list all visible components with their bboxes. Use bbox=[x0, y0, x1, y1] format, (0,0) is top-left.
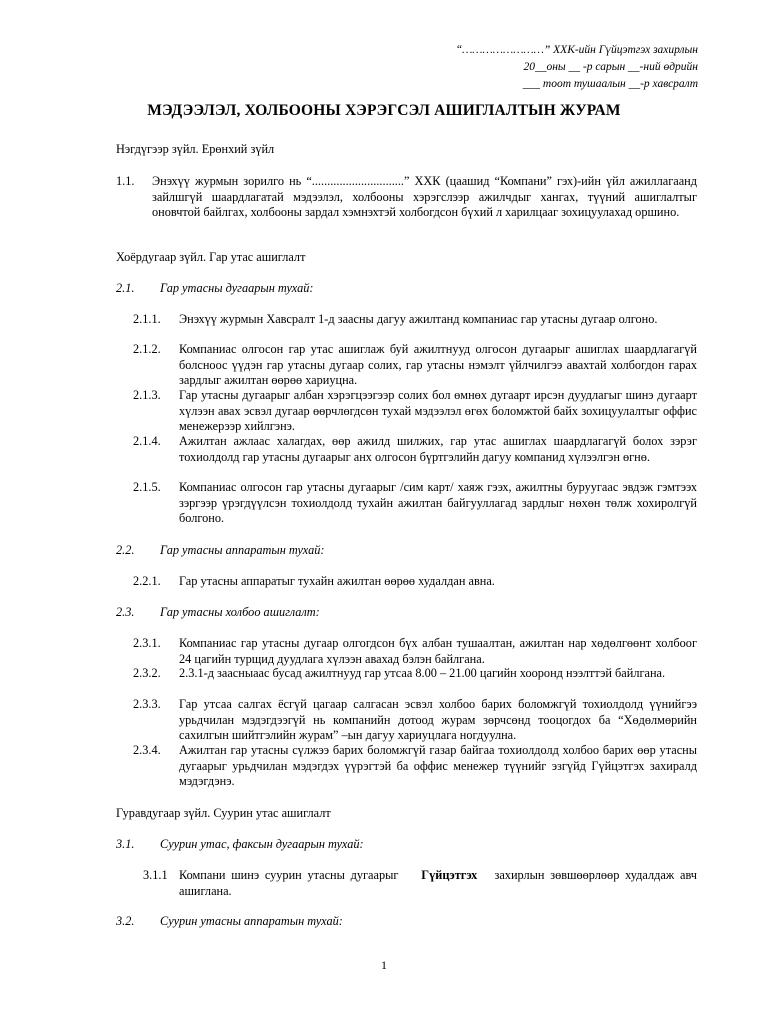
subsection-title: Суурин утасны аппаратын тухай: bbox=[160, 914, 343, 928]
clause-text bbox=[179, 868, 697, 899]
clause-number: 2.1.2. bbox=[133, 342, 161, 356]
subsection-number: 3.2. bbox=[116, 914, 135, 928]
clause-text: Гар утасны дугаарыг албан хэрэгцээгээр солих бол өмнөх дугаарт ирсэн дуудлагыг шинэ дугаарт хүлээн авах эсвэл дугаар өөрчлөгдсөн тухай мэдээлэл өгөх боломжтой байх зохицуулалтыг оффис менежерээр хийлгэнэ. bbox=[179, 388, 697, 434]
section-heading-2: Хоёрдугаар зүйл. Гар утас ашиглалт bbox=[116, 250, 306, 264]
clause-2-3-3 bbox=[133, 697, 697, 744]
clause-number: 3.1.1 bbox=[143, 868, 168, 882]
subsection-title: Гар утасны холбоо ашиглалт: bbox=[160, 605, 320, 619]
clause-1-1 bbox=[116, 174, 697, 221]
clause-number: 2.1.5. bbox=[133, 480, 161, 494]
clause-2-3-1 bbox=[133, 636, 697, 667]
clause-text: Энэхүү журмын Хавсралт 1-д заасны дагуу ажилтанд компаниас гар утасны дугаар олгоно. bbox=[179, 312, 658, 326]
clause-2-1-5 bbox=[133, 480, 697, 527]
document-header bbox=[456, 42, 698, 93]
clause-text: Гар утсаа салгах ёсгүй цагаар салгасан эсвэл холбоо барих боломжгүй тохиолдолд үүнийгээ урьдчилан мэдэгдээгүй нь компанийн дотоод журам зөрчсөнд тооцогдох ба “Хөдөлмөрийн сахилгын шийтгэлийн журам” –ын дагуу хариуцлага ногдуулна. bbox=[179, 697, 697, 743]
subsection-2-2 bbox=[116, 543, 325, 558]
clause-text: 2.3.1-д заасныаас бусад ажилтнууд гар утсаа 8.00 – 21.00 цагийн хооронд нээлттэй байлгана. bbox=[179, 666, 666, 680]
clause-number: 2.3.2. bbox=[133, 666, 161, 680]
clause-text-before: Компани шинэ суурин утасны дугаарыг bbox=[179, 868, 399, 882]
header-line-3: ___ тоот тушаалын __-р хавсралт bbox=[522, 78, 698, 90]
section-heading-3: Гуравдугаар зүйл. Суурин утас ашиглалт bbox=[116, 806, 331, 820]
subsection-title: Суурин утас, факсын дугаарын тухай: bbox=[160, 837, 364, 851]
clause-2-3-4 bbox=[133, 743, 697, 790]
clause-2-3-2 bbox=[133, 666, 697, 682]
subsection-title: Гар утасны дугаарын тухай: bbox=[160, 281, 314, 295]
clause-text-bold: Гүйцэтгэх bbox=[421, 868, 478, 882]
subsection-number: 3.1. bbox=[116, 837, 135, 851]
clause-number: 2.3.4. bbox=[133, 743, 161, 757]
subsection-number: 2.1. bbox=[116, 281, 135, 295]
clause-number: 2.3.1. bbox=[133, 636, 161, 650]
clause-number: 2.1.4. bbox=[133, 434, 161, 448]
clause-2-1-4 bbox=[133, 434, 697, 465]
header-line-1: “……………………” ХХК-ийн Гүйцэтгэх захирлын bbox=[455, 44, 698, 56]
clause-number: 2.1.1. bbox=[133, 312, 161, 326]
section-heading-1: Нэгдүгээр зүйл. Ерөнхий зүйл bbox=[116, 142, 275, 156]
header-line-2: 20__оны __ -р сарын __-ний өдрийн bbox=[523, 61, 698, 73]
subsection-number: 2.2. bbox=[116, 543, 135, 557]
page-number: 1 bbox=[381, 958, 387, 972]
clause-number: 1.1. bbox=[116, 174, 135, 188]
clause-text: Ажилтан ажлаас халагдах, өөр ажилд шилжих, гар утас ашиглах шаардлагагүй болох зэрэг тохиолдолд гар утасны дугаарыг анх олгосон бүртгэлийн дагуу компанид хүлээлгэн өгнө. bbox=[179, 434, 697, 464]
clause-text: Компаниас олгосон гар утас ашиглаж буй ажилтнууд олгосон дугаарыг ашиглах шаардлагагүй болсноос үүдэн гар утасны дугаар солих, гар утасны нэмэлт үйлчилгээ авахтай холбогдон гарах зардлыг ажилтан өөрөө хариуцна. bbox=[179, 342, 697, 388]
clause-text-after: захирлын зөвшөөрлөөр худалдаж авч ашиглана. bbox=[179, 868, 697, 898]
subsection-2-1 bbox=[116, 281, 313, 296]
clause-text: Энэхүү журмын зорилго нь “..............................” ХХК (цаашид “Компани” гэх)-ийн үйл ажиллагаанд зайлшгүй шаардлагатай мэдээлэл, холбооны хэрэгслээр ажилчдыг хангах, түүний ашиглалтыг оновчтой байлгах, холбооны зардал хэмнэхтэй холбогдсон бүхий л харилцааг зохицуулахад оршино. bbox=[152, 174, 697, 220]
subsection-2-3 bbox=[116, 605, 320, 620]
clause-text: Компаниас гар утасны дугаар олгогдсон бүх албан тушаалтан, ажилтан нар хөдөлгөөнт холбоог 24 цагийн турщид дуудлага хүлээн авахад бэлэн байлгана. bbox=[179, 636, 697, 666]
clause-2-1-1 bbox=[133, 312, 697, 328]
subsection-title: Гар утасны аппаратын тухай: bbox=[160, 543, 325, 557]
subsection-3-1 bbox=[116, 837, 364, 852]
clause-number: 2.3.3. bbox=[133, 697, 161, 711]
subsection-number: 2.3. bbox=[116, 605, 135, 619]
clause-2-1-3 bbox=[133, 388, 697, 435]
clause-2-2-1 bbox=[133, 574, 697, 590]
clause-3-1-1 bbox=[143, 868, 697, 899]
clause-text: Гар утасны аппаратыг тухайн ажилтан өөрөө худалдан авна. bbox=[179, 574, 495, 588]
clause-number: 2.2.1. bbox=[133, 574, 161, 588]
clause-text: Компаниас олгосон гар утасны дугаарыг /сим карт/ хаяж гээх, ажилтны буруугаас эвдэж гэмтээх зэргээр үрэгдүүлсэн тохиолдолд тухайн ажилтан байгууллагад зардлыг нөхөн төлж хохиролгүй болгоно. bbox=[179, 480, 697, 526]
subsection-3-2 bbox=[116, 914, 343, 929]
document-title: МЭДЭЭЛЭЛ, ХОЛБООНЫ ХЭРЭГСЭЛ АШИГЛАЛТЫН ЖУРАМ bbox=[147, 102, 621, 119]
clause-number: 2.1.3. bbox=[133, 388, 161, 402]
clause-text: Ажилтан гар утасны сүлжээ барих боломжгүй газар байгаа тохиолдолд холбоо барих өөр утасны дугаарыг урьдчилан мэдэгдэх үүрэгтэй ба оффис менежер түүнийг эзгүйд Гүйцэтгэх захиралд мэдэгдэнэ. bbox=[179, 743, 697, 789]
clause-2-1-2 bbox=[133, 342, 697, 389]
